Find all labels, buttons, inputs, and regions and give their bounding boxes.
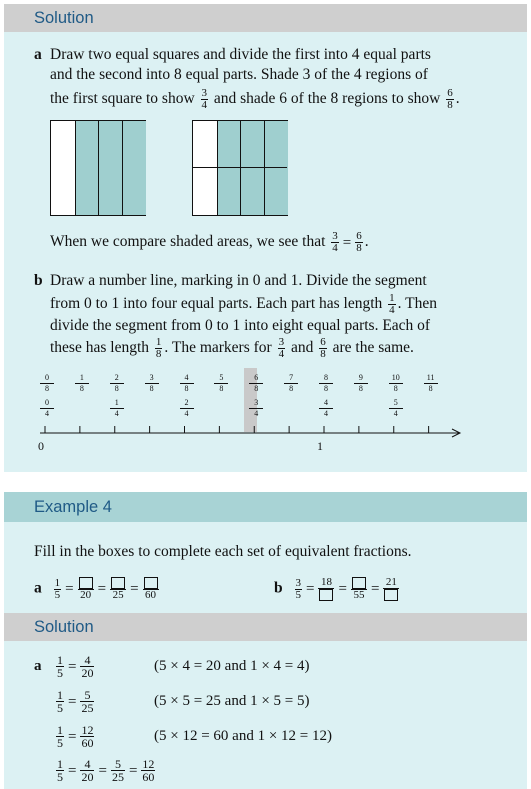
divider <box>98 121 99 215</box>
axis-label-1: 1 <box>317 439 323 453</box>
eighths-shaded <box>217 121 288 215</box>
part-a-label: a <box>34 46 42 63</box>
solution-row: $\frac{1}{5}$ = $\frac{5}{25}$ <box>57 688 94 715</box>
fraction: $\frac{3}{5}$ <box>295 576 301 601</box>
part-b-line1: Draw a number line, marking in 0 and 1. Divide the segment <box>50 272 427 289</box>
answer-box[interactable] <box>384 589 398 601</box>
text: . The markers for <box>164 339 272 357</box>
fraction-1-4: $\frac{1}{4}$ <box>389 292 395 316</box>
part-b-line3: divide the segment from 0 to 1 into eight equal parts. Each of <box>50 317 431 334</box>
text: When we compare shaded areas, we see that <box>50 233 326 251</box>
eighth-label: 11 8 <box>424 374 438 393</box>
fraction-blank-numerator[interactable]: 20 <box>78 577 94 601</box>
quarter-shaded <box>75 121 146 215</box>
fraction-3-4: $\frac{3}{4}$ <box>332 230 338 254</box>
fraction: $\frac{12}{60}$ <box>81 723 94 750</box>
fraction-blank-numerator[interactable]: 60 <box>143 577 159 601</box>
fraction-1-8: $\frac{1}{8}$ <box>155 336 162 360</box>
answer-box[interactable] <box>319 589 333 601</box>
text: the first square to show <box>50 90 195 108</box>
part-b-line4 <box>50 337 414 360</box>
fraction-blank-numerator[interactable]: 55 <box>351 577 367 601</box>
label: b <box>274 579 283 597</box>
quarter-label: 2 4 <box>180 399 194 418</box>
quarter-label: 5 4 <box>389 399 403 418</box>
label: a <box>34 579 42 597</box>
quarter-label: 1 4 <box>110 399 124 418</box>
part-a-line2: and the second into 8 equal parts. Shade 3 of the 4 regions of <box>50 66 428 83</box>
fraction: $\frac{1}{5}$ <box>54 576 61 601</box>
eighth-label: 10 8 <box>389 374 403 393</box>
answer-box[interactable] <box>352 577 366 589</box>
axis-label-0: 0 <box>38 439 44 453</box>
divider <box>240 121 241 215</box>
solution-note: (5 × 5 = 25 and 1 × 5 = 5) <box>154 693 310 709</box>
solution-note: (5 × 12 = 60 and 1 × 12 = 12) <box>154 728 332 744</box>
fraction-3-4: $\frac{3}{4}$ <box>278 336 285 360</box>
solution-panel-2 <box>4 641 527 789</box>
divider <box>122 121 123 215</box>
solution-header: Solution <box>4 4 527 32</box>
quarter-label: 3 4 <box>249 399 263 418</box>
eighth-label: 1 8 <box>75 374 89 393</box>
fraction: $\frac{1}{5}$ <box>57 757 63 784</box>
fraction: $\frac{4}{20}$ <box>81 653 94 680</box>
instruction: Fill in the boxes to complete each set of equivalent fractions. <box>34 543 412 560</box>
example-panel <box>4 522 527 613</box>
text: . Then <box>397 295 437 313</box>
compare-line: When we compare shaded areas, we see that $\frac{3}{4}$ = $\frac{6}{8}$ . <box>50 230 369 254</box>
fraction-3-4: $\frac{3}{4}$ <box>201 87 208 111</box>
eighth-label: 9 8 <box>354 374 368 393</box>
square-quarters <box>50 120 146 216</box>
fraction-blank-numerator[interactable]: 25 <box>110 577 126 601</box>
part-a-line3: the first square to show $\frac{3}{4}$ and shade 6 of the 8 regions to show $\frac{6}{8}$ . <box>50 87 460 111</box>
text: from 0 to 1 into four equal parts. Each part has length <box>50 295 383 313</box>
fraction: $\frac{1}{5}$ <box>57 723 63 750</box>
fraction-6-8: $\frac{6}{8}$ <box>320 336 326 360</box>
part-a-line1: Draw two equal squares and divide the first into 4 equal parts <box>50 46 431 63</box>
quarter-label: 4 4 <box>319 399 333 418</box>
text: and shade 6 of the 8 regions to show <box>213 90 441 108</box>
divider <box>193 167 287 168</box>
number-line <box>4 362 527 462</box>
divider <box>75 121 76 215</box>
fraction: $\frac{5}{25}$ <box>111 757 124 784</box>
text: these has length <box>50 339 150 357</box>
solution-row: $\frac{1}{5}$ = $\frac{12}{60}$ <box>57 723 94 750</box>
divider <box>264 121 265 215</box>
fraction-6-8: $\frac{6}{8}$ <box>356 230 362 254</box>
fraction: $\frac{12}{60}$ <box>142 757 155 784</box>
eighth-label: 4 8 <box>180 374 194 393</box>
square-eighths <box>192 120 288 216</box>
solution-note: (5 × 4 = 20 and 1 × 4 = 4) <box>154 658 310 674</box>
eighth-label: 3 8 <box>145 374 159 393</box>
fraction: $\frac{1}{5}$ <box>57 688 63 715</box>
example-b: b $\frac{3}{5}$ = 18 = 55 = 21 <box>274 577 401 601</box>
answer-box[interactable] <box>79 577 93 589</box>
eighth-label: 7 8 <box>284 374 298 393</box>
fraction-blank-denominator[interactable]: 18 <box>318 577 334 601</box>
part-b-line2 <box>50 293 437 316</box>
solution-panel <box>4 32 527 472</box>
solution-row: $\frac{1}{5}$ = $\frac{4}{20}$ <box>57 653 94 680</box>
example-header: Example 4 <box>4 492 527 522</box>
solution-label: a <box>34 658 42 674</box>
fraction-blank-denominator[interactable]: 21 <box>383 577 399 601</box>
equals: = <box>342 234 352 251</box>
eighth-label: 8 8 <box>319 374 333 393</box>
divider <box>217 121 218 215</box>
quarter-label: 0 4 <box>40 399 54 418</box>
fraction: $\frac{4}{20}$ <box>81 757 94 784</box>
final-equivalence: $\frac{1}{5}$ = $\frac{4}{20}$ = $\frac{5}{25}$ = $\frac{12}{60}$ <box>57 757 155 784</box>
text: and <box>290 339 314 357</box>
text: are the same. <box>332 339 414 357</box>
answer-box[interactable] <box>144 577 158 589</box>
fraction: $\frac{5}{25}$ <box>81 688 94 715</box>
example-a: a $\frac{1}{5}$ = 20 = 25 = 60 <box>34 577 161 601</box>
solution-header-2: Solution <box>4 613 527 641</box>
eighth-label: 6 8 <box>249 374 263 393</box>
eighth-label: 5 8 <box>214 374 228 393</box>
eighth-label: 2 8 <box>110 374 124 393</box>
part-b-label: b <box>34 272 43 289</box>
fraction-6-8: $\frac{6}{8}$ <box>447 87 453 111</box>
answer-box[interactable] <box>111 577 125 589</box>
eighth-label: 0 8 <box>40 374 54 393</box>
fraction: $\frac{1}{5}$ <box>57 653 63 680</box>
